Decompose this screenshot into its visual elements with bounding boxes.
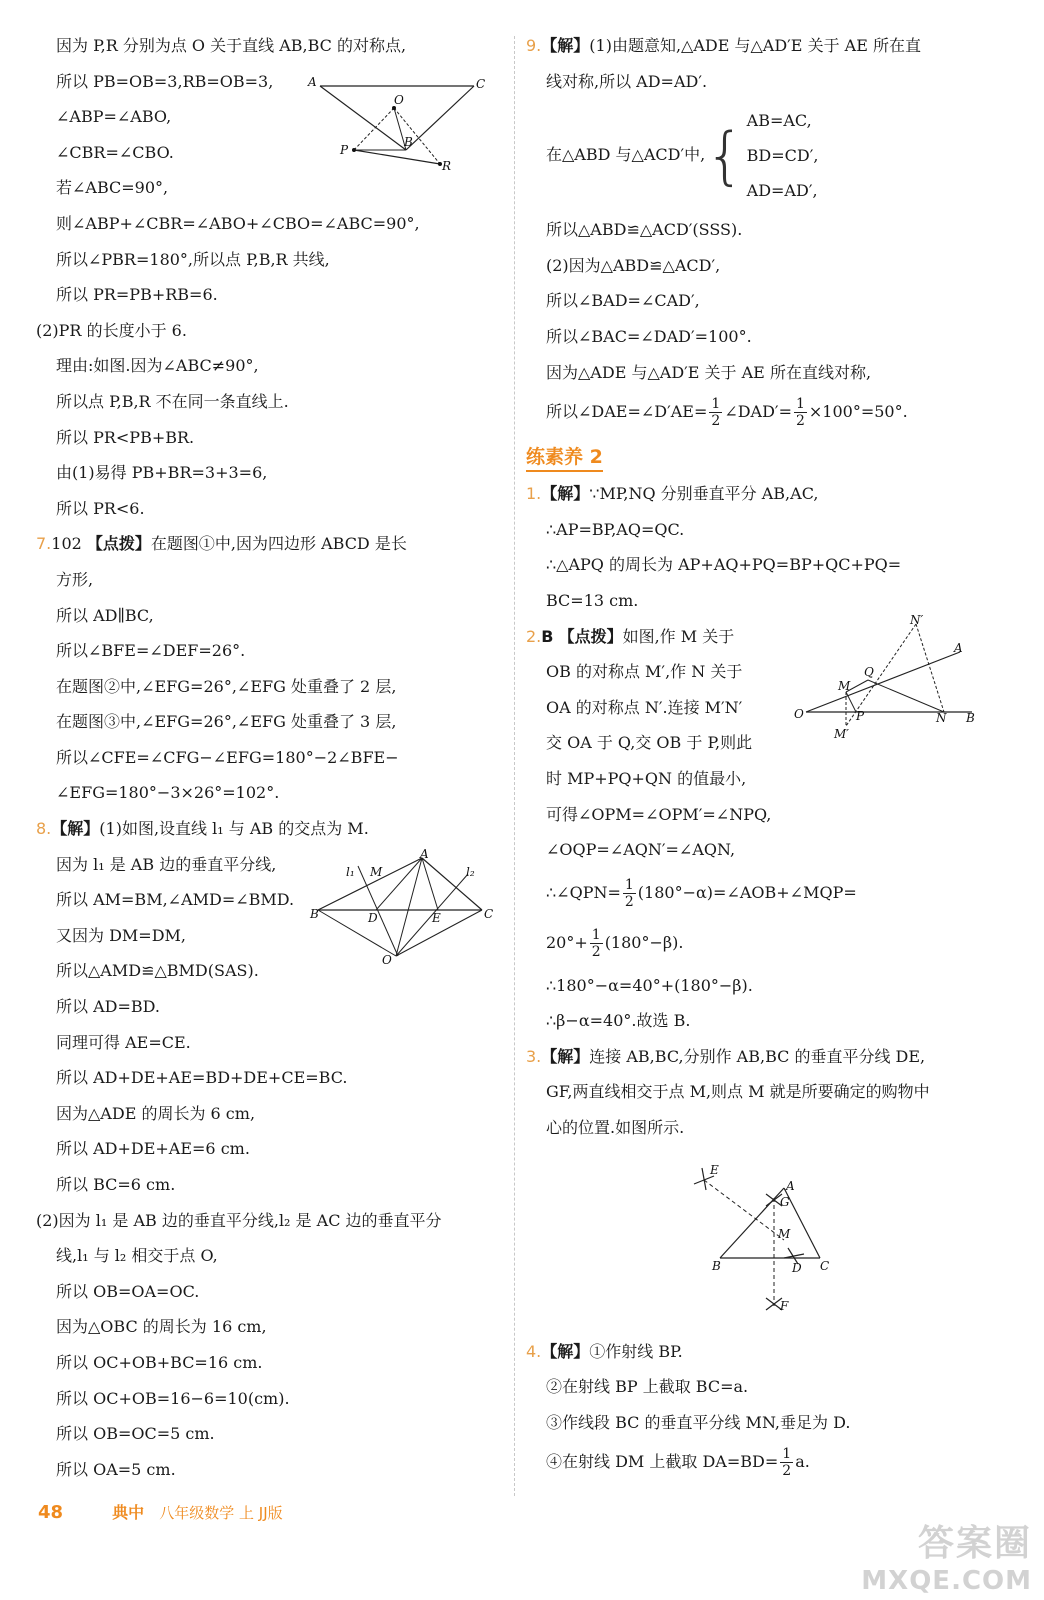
svg-text:N: N (936, 711, 947, 725)
text-line: 因为△ADE 与△AD′E 关于 AE 所在直线对称, (546, 362, 872, 382)
column-divider (514, 36, 515, 1496)
svg-text:B: B (310, 907, 319, 921)
figure-pbr (306, 72, 496, 172)
text-line: ③作线段 BC 的垂直平分线 MN,垂足为 D. (546, 1412, 851, 1432)
text-line: 若∠ABC=90°, (56, 178, 169, 198)
svg-text:A: A (420, 847, 429, 861)
svg-text:O: O (394, 93, 404, 107)
svg-text:C: C (484, 907, 494, 921)
text-line: 所以∠CFE=∠CFG−∠EFG=180°−2∠BFE− (56, 747, 399, 767)
text-line: 所以 AD=BD. (56, 997, 160, 1017)
text-line: 所以 OC+OB+BC=16 cm. (56, 1352, 263, 1372)
text-line: 所以 OC+OB=16−6=10(cm). (56, 1388, 290, 1408)
text-line: ∴β−α=40°.故选 B. (546, 1011, 691, 1031)
text-line: 所以 AD+DE+AE=6 cm. (56, 1139, 250, 1159)
text-line: 所以∠BFE=∠DEF=26°. (56, 641, 246, 661)
text-line: 又因为 DM=DM, (56, 925, 187, 945)
svg-text:l₁: l₁ (346, 865, 355, 879)
q2-eq1: ∴∠QPN= $\frac{1}{2}$ (180°−α)=∠AOB+∠MQP= (546, 876, 857, 910)
text-line: 在题图②中,∠EFG=26°,∠EFG 处重叠了 2 层, (56, 676, 397, 696)
text-line: 所以 OA=5 cm. (56, 1459, 176, 1479)
svg-text:A: A (786, 1179, 795, 1193)
q2-head: 2.B 【点拨】如图,作 M 关于 (526, 626, 735, 646)
svg-text:l₂: l₂ (466, 865, 475, 879)
svg-text:A: A (954, 641, 963, 655)
text-line: 7.102 【点拨】在题图①中,因为四边形 ABCD 是长 (36, 534, 407, 554)
q4-head: 4.【解】①作射线 BP. (526, 1341, 683, 1361)
page-number: 48 (38, 1502, 64, 1523)
svg-text:R: R (442, 159, 452, 173)
text-line: 所以 OB=OC=5 cm. (56, 1424, 215, 1444)
text-line: 因为△ADE 的周长为 6 cm, (56, 1103, 256, 1123)
text-line: (2)PR 的长度小于 6. (36, 320, 187, 340)
svg-text:A: A (308, 75, 317, 89)
text-line: 由(1)易得 PB+BR=3+3=6, (56, 463, 268, 483)
text-line: (2)因为 l₁ 是 AB 边的垂直平分线,l₂ 是 AC 边的垂直平分 (36, 1210, 442, 1230)
text-line: ∴△APQ 的周长为 AP+AQ+PQ=BP+QC+PQ= (546, 555, 902, 575)
text-line: 8.【解】(1)如图,设直线 l₁ 与 AB 的交点为 M. (36, 819, 369, 839)
text-line: ∠ABP=∠ABO, (56, 107, 172, 127)
text-line: 所以∠BAD=∠CAD′, (546, 291, 700, 311)
text-line: 时 MP+PQ+QN 的值最小, (546, 768, 747, 788)
svg-text:O: O (382, 953, 392, 967)
text-line: 所以∠PBR=180°,所以点 P,B,R 共线, (56, 249, 330, 269)
q2-eq2: 20°+ $\frac{1}{2}$ (180°−β). (546, 926, 684, 960)
text-line: ∠OQP=∠AQN′=∠AQN, (546, 840, 736, 860)
svg-text:G: G (780, 1195, 790, 1209)
text-line: 交 OA 于 Q,交 OB 于 P,则此 (546, 733, 753, 753)
svg-text:M′: M′ (834, 727, 850, 741)
text-line: ∠CBR=∠CBO. (56, 142, 174, 162)
text-line: ∠EFG=180°−3×26°=102°. (56, 783, 280, 803)
q3-head: 3.【解】连接 AB,BC,分别作 AB,BC 的垂直平分线 DE, (526, 1046, 926, 1066)
figure-shopping-center (680, 1158, 840, 1318)
svg-text:D: D (368, 911, 378, 925)
svg-text:C: C (820, 1259, 830, 1273)
svg-text:E: E (432, 911, 441, 925)
text-line: 所以 AD+DE+AE=BD+DE+CE=BC. (56, 1068, 348, 1088)
text-line: ②在射线 BP 上截取 BC=a. (546, 1377, 749, 1397)
text-line: 所以 PR<PB+BR. (56, 427, 195, 447)
svg-text:O: O (794, 707, 804, 721)
svg-text:B: B (966, 711, 975, 725)
svg-text:M: M (778, 1227, 791, 1241)
text-line: 所以 BC=6 cm. (56, 1175, 176, 1194)
text-line: GF,两直线相交于点 M,则点 M 就是所要确定的购物中 (546, 1082, 930, 1102)
text-line: ∴180°−α=40°+(180°−β). (546, 975, 753, 995)
svg-text:D: D (792, 1261, 802, 1275)
text-line: 所以 PR<6. (56, 498, 145, 518)
watermark: 答案圈 MXQE.COM (861, 1523, 1032, 1596)
brand-logo: 典中 (112, 1503, 145, 1522)
text-line: 因为 P,R 分别为点 O 关于直线 AB,BC 的对称点, (56, 36, 407, 55)
text-line: OA 的对称点 N′.连接 M′N′ (546, 697, 743, 717)
text-line: 线,l₁ 与 l₂ 相交于点 O, (56, 1246, 218, 1266)
figure-bisectors (310, 847, 494, 968)
text-line: 所以 AD∥BC, (56, 605, 154, 625)
text-line: (2)因为△ABD≌△ACD′, (546, 255, 721, 275)
text-line: 在题图③中,∠EFG=26°,∠EFG 处重叠了 3 层, (56, 712, 397, 732)
text-line: 所以 AM=BM,∠AMD=∠BMD. (56, 890, 295, 910)
text-line: ∴AP=BP,AQ=QC. (546, 519, 685, 539)
svg-text:Q: Q (864, 665, 874, 679)
q1-head: 1.【解】∵MP,NQ 分别垂直平分 AB,AC, (526, 484, 819, 504)
text-line: 心的位置.如图所示. (546, 1118, 685, 1138)
text-line: 可得∠OPM=∠OPM′=∠NPQ, (546, 804, 772, 824)
svg-text:N′: N′ (910, 613, 924, 627)
text-line: 所以点 P,B,R 不在同一条直线上. (56, 391, 289, 411)
text-line: 方形, (56, 569, 94, 589)
text-line: 因为△OBC 的周长为 16 cm, (56, 1317, 267, 1337)
text-line: 同理可得 AE=CE. (56, 1032, 191, 1052)
svg-text:P: P (856, 709, 865, 723)
svg-text:M: M (838, 679, 851, 693)
q4-last-line: ④在射线 DM 上截取 DA=BD= $\frac{1}{2}$ a. (546, 1446, 810, 1480)
svg-text:M: M (370, 865, 383, 879)
text-line: OB 的对称点 M′,作 N 关于 (546, 662, 743, 682)
svg-text:E: E (710, 1163, 719, 1177)
q9-last-line: 所以∠DAE=∠D′AE= $\frac{1}{2}$ ∠DAD′= $\frac{1}{2}$ ×100°=50°. (546, 396, 908, 430)
svg-text:F: F (780, 1299, 789, 1313)
figure-min-path (794, 612, 984, 742)
svg-text:C: C (476, 77, 486, 91)
q9-system: 在△ABD 与△ACD′中,{ AB=AC, BD=CD′, AD=AD′, (546, 111, 819, 201)
text-line: 所以 PR=PB+RB=6. (56, 285, 218, 305)
text-line: 所以△AMD≌△BMD(SAS). (56, 961, 259, 981)
text-line: 所以 PB=OB=3,RB=OB=3, (56, 71, 274, 91)
svg-text:B: B (712, 1259, 721, 1273)
text-line: 因为 l₁ 是 AB 边的垂直平分线, (56, 854, 277, 874)
book-title: 八年级数学 上 JJ版 (159, 1504, 283, 1522)
text-line: 所以 OB=OA=OC. (56, 1281, 200, 1301)
text-line: 则∠ABP+∠CBR=∠ABO+∠CBO=∠ABC=90°, (56, 213, 420, 233)
text-line: BC=13 cm. (546, 590, 639, 610)
svg-text:P: P (340, 143, 349, 157)
page-footer (38, 1500, 283, 1523)
q9-head: 9.【解】(1)由题意知,△ADE 与△AD′E 关于 AE 所在直 (526, 36, 921, 55)
left-column (36, 28, 506, 1487)
text-line: 所以△ABD≌△ACD′(SSS). (546, 220, 743, 240)
section-title: 练素养 2 (526, 442, 603, 472)
svg-text:B: B (404, 135, 413, 149)
q9-line2: 线对称,所以 AD=AD′. (546, 71, 708, 91)
text-line: 所以∠BAC=∠DAD′=100°. (546, 326, 752, 346)
text-line: 理由:如图.因为∠ABC≠90°, (56, 356, 259, 376)
